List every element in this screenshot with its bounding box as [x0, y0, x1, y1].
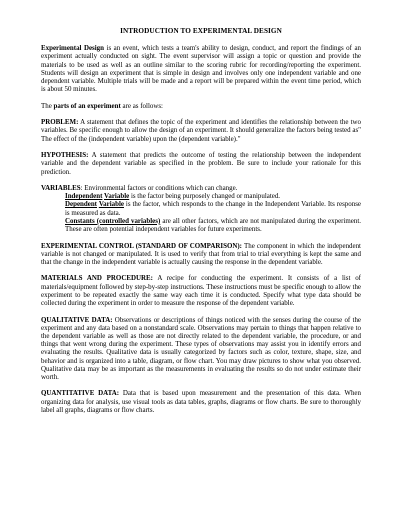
problem-paragraph: [41, 118, 361, 143]
variables-term: VARIABLES: [41, 184, 81, 193]
variables-text: : Environmental factors or conditions which can change.: [80, 184, 238, 193]
dependent-variable-line: [41, 200, 361, 216]
parts-intro-prefix: The: [41, 101, 54, 110]
constants-text: are all other factors, which are not manipulated during the experiment. These are often potential independent variables for future experiments.: [65, 216, 361, 234]
independent-variable-line: [41, 192, 361, 200]
intro-paragraph: [41, 44, 361, 93]
hypothesis-paragraph: [41, 151, 361, 176]
qualitative-term: QUALITATIVE DATA:: [41, 315, 113, 324]
independent-text: is the factor being purposely changed or manipulated.: [129, 192, 281, 201]
intro-term: Experimental Design: [41, 44, 105, 53]
materials-term: MATERIALS AND PROCEDURE:: [41, 274, 153, 283]
control-text: The component in which the independent variable is not changed or manipulated. It is used to verify that from trial to trial everything is kept the same and that the change in the independent variable is actually causing the response in the dependent variable.: [41, 241, 361, 266]
problem-text: A statement that defines the topic of the experiment and identifies the relationship between the two variables. Be specific enough to allow the design of an experiment. It should generalize the factors being tested as" The effect of the (independent variable) upon the (dependent variable).": [41, 118, 361, 143]
parts-intro-paragraph: [41, 102, 361, 110]
quantitative-paragraph: [41, 389, 361, 414]
quantitative-term: QUANTITATIVE DATA:: [41, 389, 120, 398]
dependent-text: is the factor, which responds to the change in the Independent Variable. Its response is measured as data.: [65, 200, 361, 217]
control-term: EXPERIMENTAL CONTROL (STANDARD OF COMPARISON):: [41, 241, 242, 250]
intro-text: is an event, which tests a team's ability to design, conduct, and report the findings of an experiment actually conducted on sight. The event supervisor will assign a topic or question and provide the materials to be used as well as an outline similar to the scoring rubric for recording/reporting the experiment. Students will design an experiment that is simple in design and involves only one independent variable and one dependent variable. Multiple trials will be made and a report will be prepared within the event time period, which is about 50 minutes.: [41, 44, 361, 94]
hypothesis-term: HYPOTHESIS:: [41, 151, 89, 160]
parts-intro-suffix: are as follows:: [120, 101, 163, 110]
parts-intro-term: parts of an experiment: [53, 101, 121, 110]
page-title: INTRODUCTION TO EXPERIMENTAL DESIGN: [120, 27, 282, 35]
problem-term: PROBLEM:: [41, 118, 79, 127]
variables-section: [41, 184, 361, 233]
constants-line: [41, 217, 361, 233]
dependent-label-a: Dependent: [65, 200, 97, 209]
control-paragraph: [41, 242, 361, 267]
independent-label-b: Variable: [104, 192, 130, 201]
hypothesis-text: A statement that predicts the outcome of testing the relationship between the independent variable and the dependent variable as specified in the problem. Be sure to include your rationale for this prediction.: [41, 151, 361, 176]
qualitative-text: Observations or descriptions of things noticed with the senses during the course of the experiment and any data based on a nonstandard scale. Observations may pertain to things that happen relative to the dependent variable as well as those are not directly related to the dependent variable, the procedure, or and things that went wrong during the experiment. These types of observations may assist you in identify errors and evaluating the results. Qualitative data is usually categorized by factors such as color, texture, shape, size, and behavior and is organized into a table, diagram, or flow chart. You may draw pictures to show what you observed. Qualitative data may be as important as the measurements in evaluating the results so do not under estimate their worth.: [41, 315, 361, 381]
materials-text: A recipe for conducting the experiment. It consists of a list of materials/equipment followed by step-by-step instructions. These instructions must be specific enough to allow the experiment to be repeated exactly the same way each time it is conducted. Specify what type data should be collected during the experiment in order to measure the response of the dependent variable.: [41, 274, 361, 308]
materials-paragraph: [41, 274, 361, 307]
variables-heading-line: [41, 184, 361, 192]
dependent-label-b: Variable: [98, 200, 124, 209]
qualitative-paragraph: [41, 316, 361, 382]
independent-label-a: Independent: [65, 192, 103, 201]
constants-term: Constants (controlled variables): [65, 216, 161, 225]
quantitative-text: Data that is based upon measurement and the presentation of this data. When organizing data for analysis, use visual tools as data tables, graphs, diagrams or flow charts. Be sure to thoroughly label all graphs, diagrams or flow charts.: [41, 389, 361, 414]
